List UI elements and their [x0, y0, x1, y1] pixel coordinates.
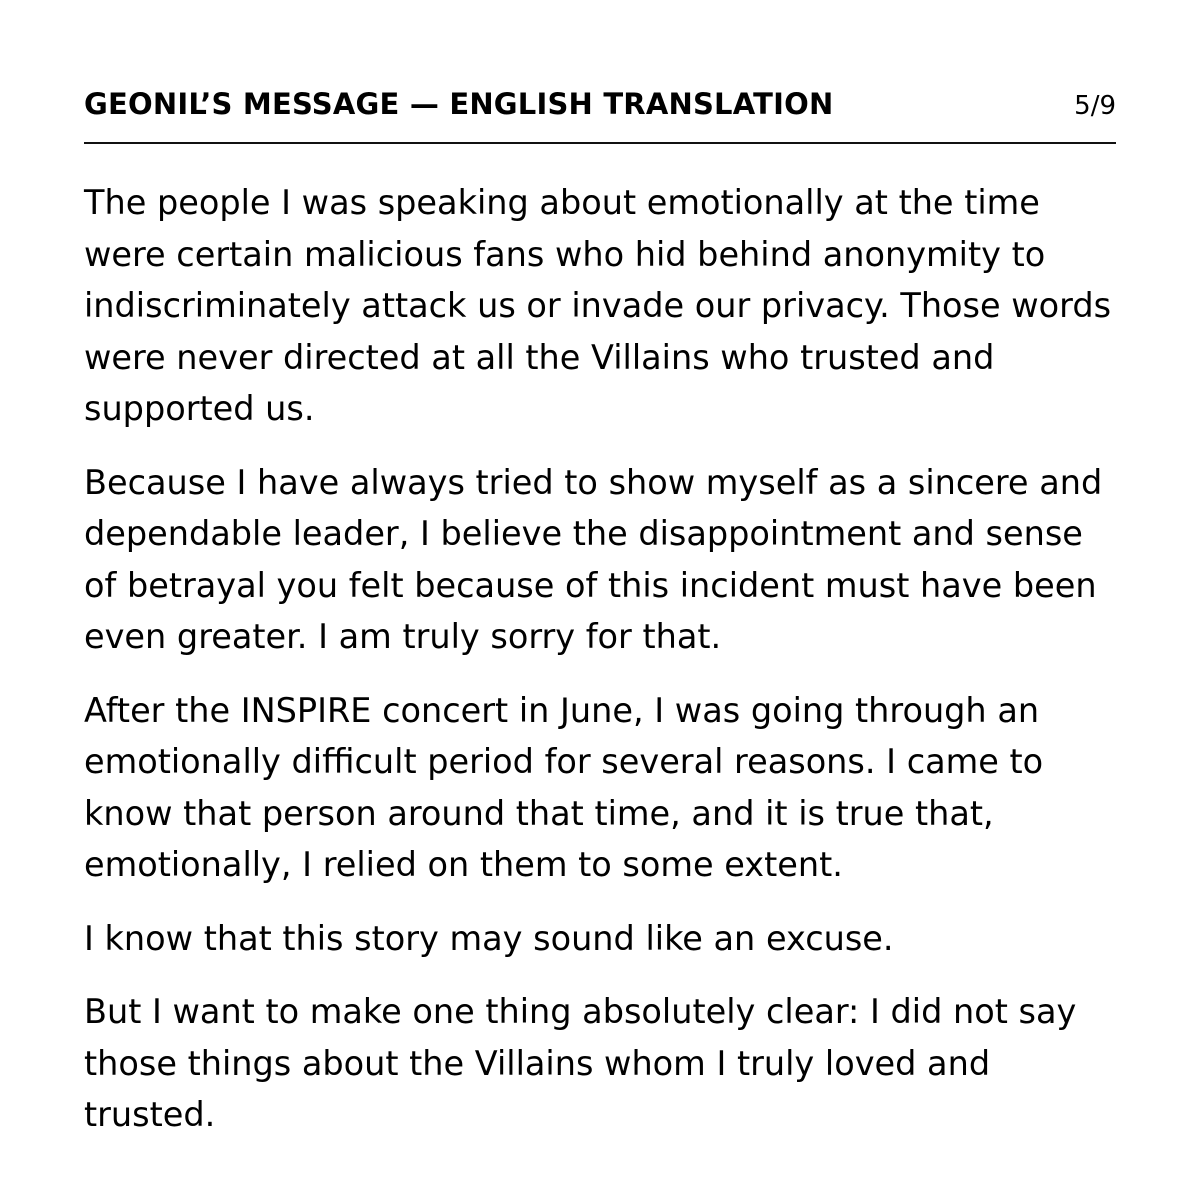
message-body	[84, 177, 1116, 1141]
page-number: 5/9	[1074, 91, 1116, 121]
page-title: GEONIL’S MESSAGE — ENGLISH TRANSLATION	[84, 87, 834, 121]
paragraph: I know that this story may sound like an excuse.	[84, 918, 894, 958]
paragraph: After the INSPIRE concert in June, I was going through an emotionally difficult period for several reasons. I came to know that person around that time, and it is true that, emotionally, I relied on them to some extent.	[84, 690, 1044, 884]
paragraph: The people I was speaking about emotionally at the time were certain malicious fans who hid behind anonymity to indiscriminately attack us or invade our privacy. Those words were never directed at all the Villains who trusted and supported us.	[84, 183, 1112, 428]
translation-page	[84, 84, 1116, 1163]
paragraph: But I want to make one thing absolutely clear: I did not say those things about the Villains whom I truly loved and trusted.	[84, 992, 1077, 1134]
page-header	[84, 84, 1116, 144]
paragraph: Because I have always tried to show myself as a sincere and dependable leader, I believe the disappointment and sense of betrayal you felt because of this incident must have been even greater. I am truly sorry for that.	[84, 462, 1103, 656]
